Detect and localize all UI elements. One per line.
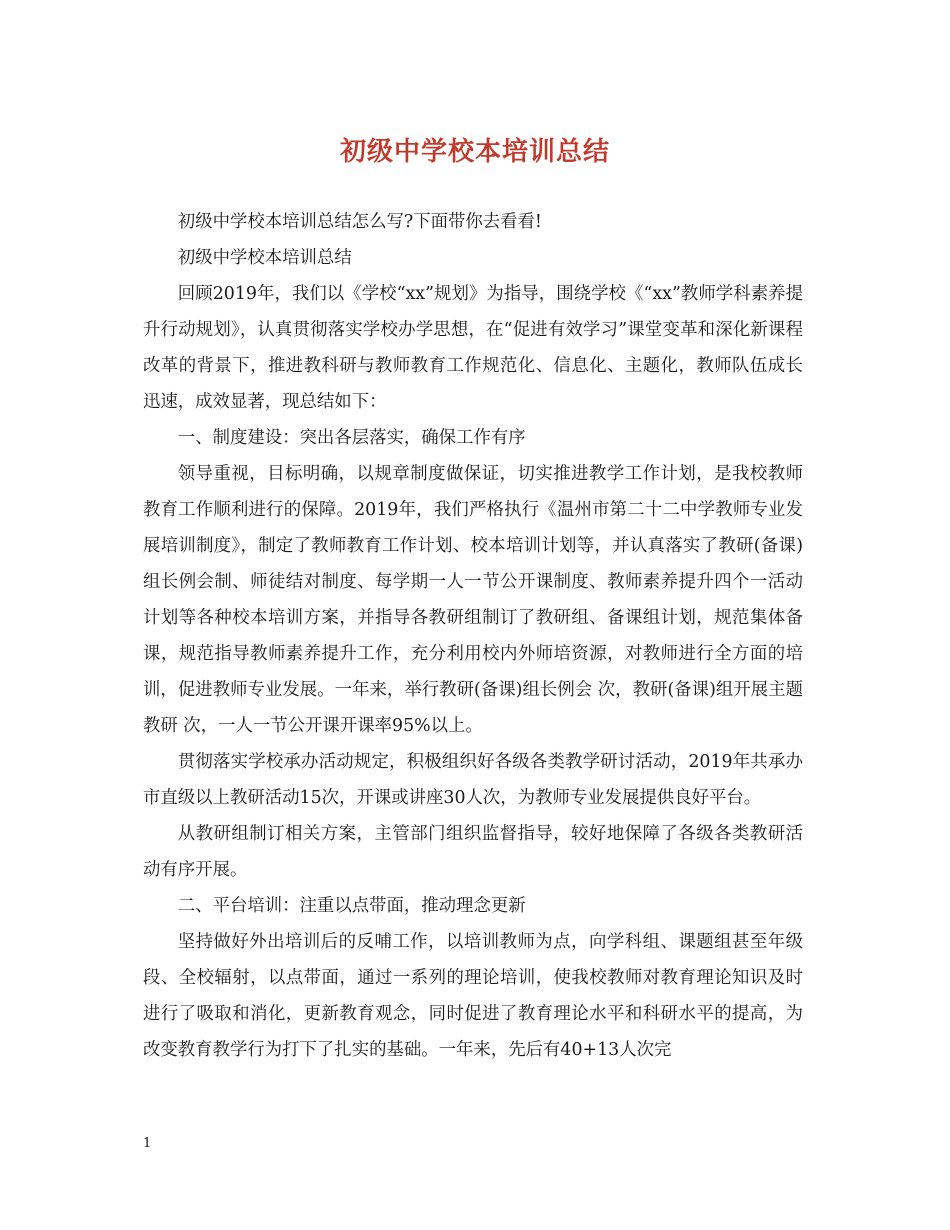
section-heading-2: 二、平台培训：注重以点带面，推动理念更新 [177, 896, 526, 916]
page-number: 1 [143, 1136, 152, 1151]
intro-paragraph: 初级中学校本培训总结怎么写?下面带你去看看! [177, 212, 542, 232]
body-paragraph: 从教研组制订相关方案，主管部门组织监督指导，较好地保障了各级各类教研活动有序开展。 [143, 824, 803, 880]
body-paragraph: 领导重视，目标明确，以规章制度做保证，切实推进教学工作计划，是我校教师教育工作顺利进行的保障。2019年，我们严格执行《温州市第二十二中学教师专业发展培训制度》，制定了教师教育工作计划、校本培训计划等，并认真落实了教研(备课)组长例会制、师徒结对制度、每学期一人一节公开课制度、教师素养提升四个一活动计划等各种校本培训方案，并指导各教研组制订了教研组、备课组计划，规范集体备课，规范指导教师素养提升工作，充分利用校内外师培资源，对教师进行全方面的培训，促进教师专业发展。一年来，举行教研(备课)组长例会 次，教研(备课)组开展主题教研 次，一人一节公开课开课率95%以上。 [143, 464, 803, 736]
body-paragraph: 坚持做好外出培训后的反哺工作，以培训教师为点，向学科组、课题组甚至年级段、全校辐射，以点带面，通过一系列的理论培训，使我校教师对教育理论知识及时进行了吸取和消化，更新教育观念，同时促进了教育理论水平和科研水平的提高，为改变教育教学行为打下了扎实的基础。一年来，先后有40+13人次完 [143, 932, 803, 1060]
document-title: 初级中学校本培训总结 [339, 137, 610, 167]
document-body [143, 204, 803, 1068]
body-paragraph: 贯彻落实学校承办活动规定，积极组织好各级各类教学研讨活动，2019年共承办市直级以上教研活动15次，开课或讲座30人次，为教师专业发展提供良好平台。 [143, 752, 803, 808]
review-paragraph: 回顾2019年，我们以《学校“xx”规划》为指导，围绕学校《“xx”教师学科素养提升行动规划》，认真贯彻落实学校办学思想，在“促进有效学习”课堂变革和深化新课程改革的背景下，推进教科研与教师教育工作规范化、信息化、主题化，教师队伍成长迅速，成效显著，现总结如下： [143, 284, 803, 412]
section-heading-1: 一、制度建设：突出各层落实，确保工作有序 [177, 428, 526, 448]
subtitle-paragraph: 初级中学校本培训总结 [177, 248, 352, 268]
